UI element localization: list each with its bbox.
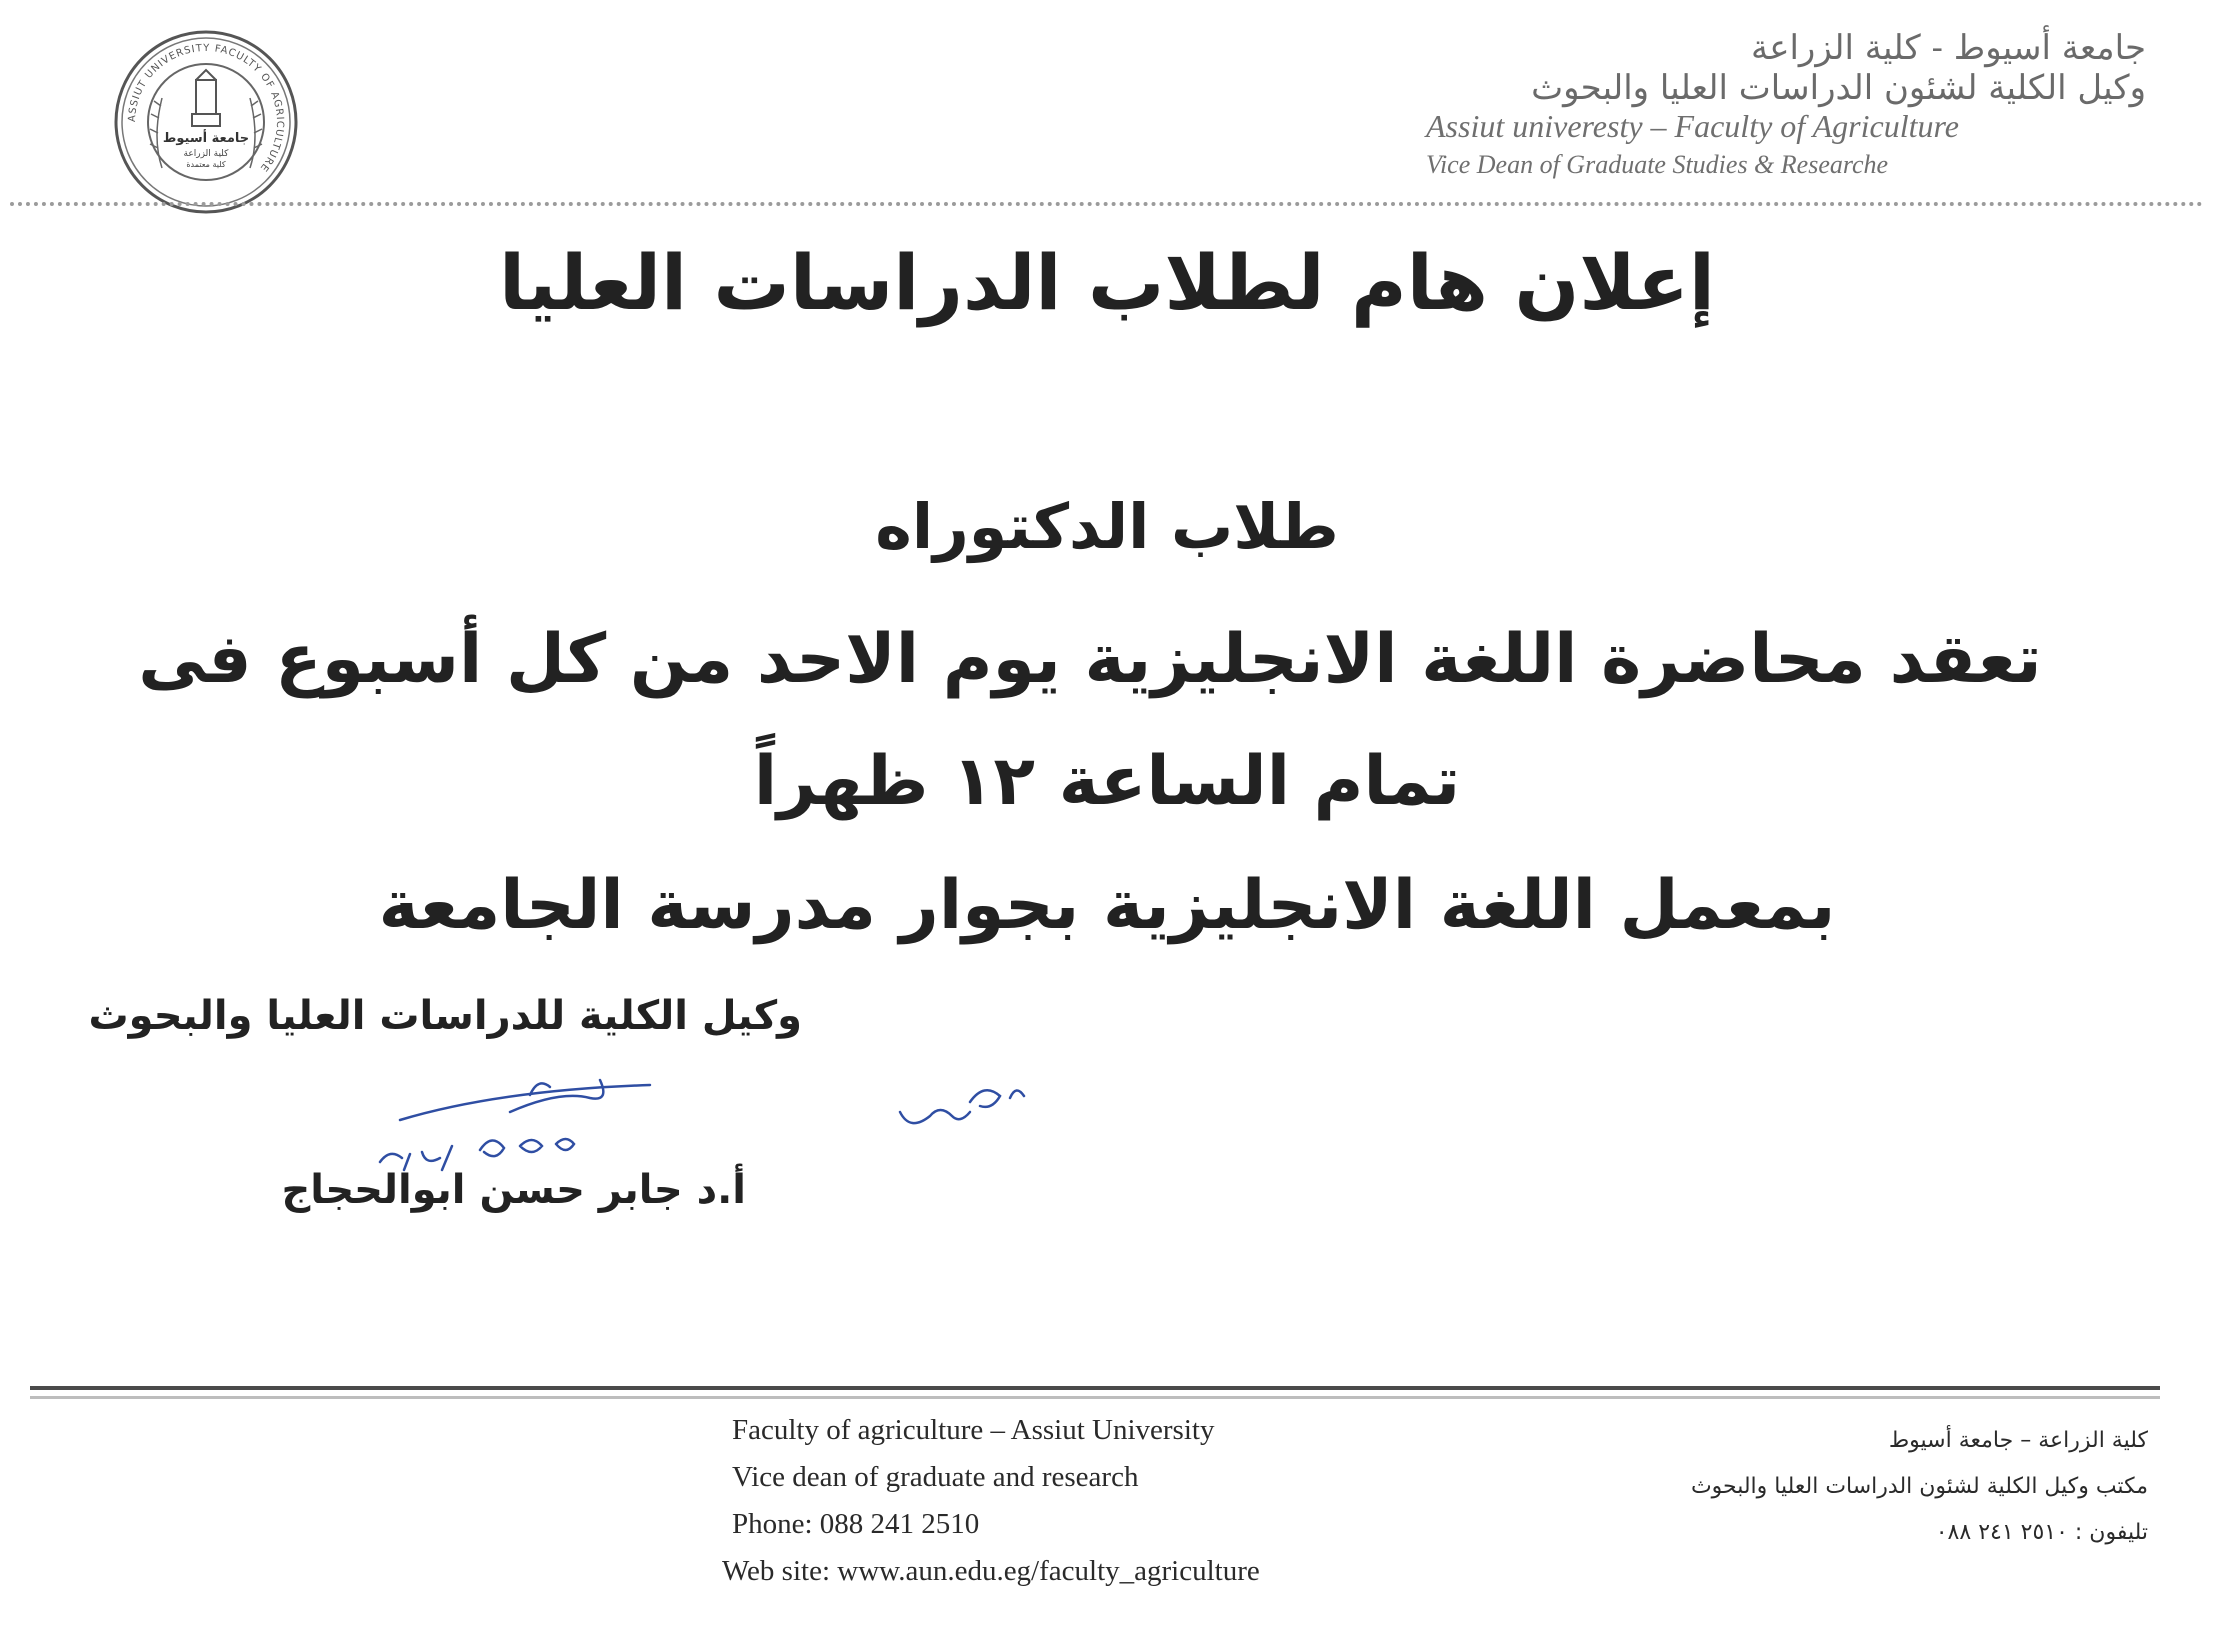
footer-english-website: Web site: www.aun.edu.eg/faculty_agriculture — [722, 1555, 1260, 1587]
footer-divider-dark — [30, 1386, 2160, 1390]
footer-english-phone: Phone: 088 241 2510 — [732, 1508, 980, 1540]
seal-sub-text-1: كلية الزراعة — [183, 149, 229, 159]
header-arabic-university-faculty: جامعة أسيوط - كلية الزراعة — [1750, 28, 2146, 68]
handwritten-initials — [890, 1062, 1040, 1142]
footer-arabic-office: مكتب وكيل الكلية لشئون الدراسات العليا والبحوث — [1690, 1474, 2148, 1499]
header-divider — [10, 202, 2204, 206]
faculty-seal-logo — [112, 28, 300, 216]
header-english-university-faculty: Assiut univeresty – Faculty of Agriculture — [1426, 108, 1959, 144]
seal-ring-text: ASSIUT UNIVERSITY FACULTY OF AGRICULTURE — [126, 42, 286, 174]
header-arabic-vice-dean: وكيل الكلية لشئون الدراسات العليا والبحوث — [1531, 68, 2146, 108]
announcement-line-2: تمام الساعة ١٢ ظهراً — [753, 742, 1461, 821]
footer-english-office: Vice dean of graduate and research — [732, 1461, 1139, 1493]
seal-center-text: جامعة أسيوط — [162, 131, 250, 146]
signatory-name: أ.د جابر حسن ابوالحجاج — [281, 1167, 746, 1213]
announcement-line-3: بمعمل اللغة الانجليزية بجوار مدرسة الجامعة — [378, 866, 1836, 945]
announcement-audience: طلاب الدكتوراه — [875, 490, 1339, 563]
footer-arabic-faculty: كلية الزراعة – جامعة أسيوط — [1888, 1428, 2148, 1453]
seal-sub-text-2: كلية معتمدة — [186, 160, 226, 169]
handwritten-signature — [360, 1050, 680, 1180]
header-english-vice-dean: Vice Dean of Graduate Studies & Researche — [1426, 150, 1889, 179]
announcement-title: إعلان هام لطلاب الدراسات العليا — [499, 238, 1715, 327]
footer-arabic-phone: تليفون : ٢٥١٠ ٢٤١ ٠٨٨ — [1935, 1520, 2148, 1545]
footer-divider-light — [30, 1396, 2160, 1399]
signatory-title: وكيل الكلية للدراسات العليا والبحوث — [88, 993, 802, 1039]
footer-english-faculty: Faculty of agriculture – Assiut University — [732, 1414, 1215, 1446]
announcement-line-1: تعقد محاضرة اللغة الانجليزية يوم الاحد من كل أسبوع فى — [138, 620, 2042, 699]
